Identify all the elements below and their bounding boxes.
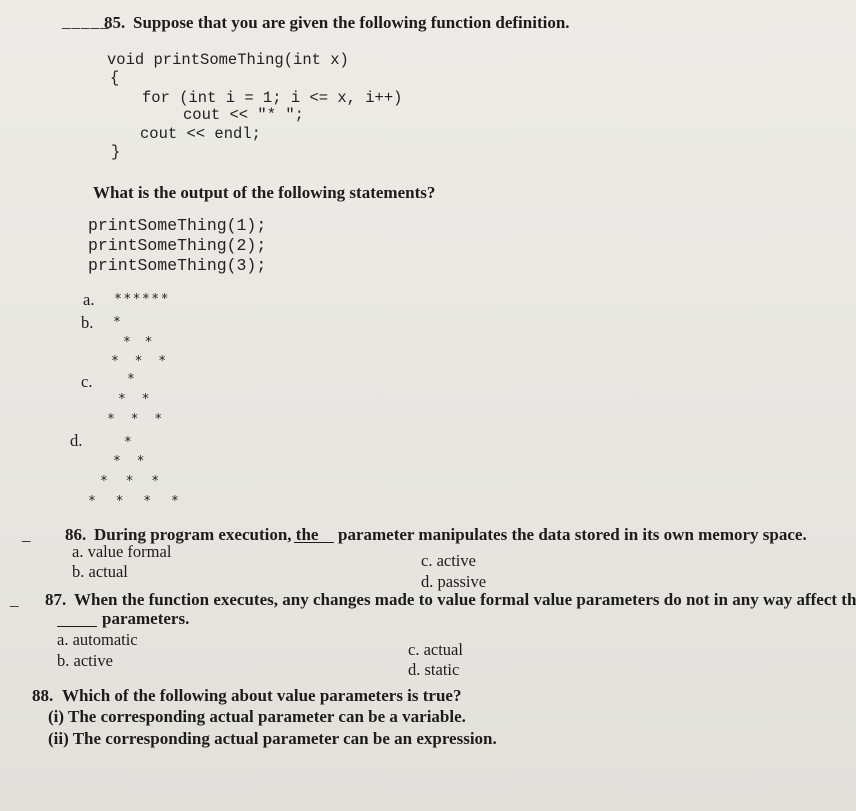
call-line-1: printSomeThing(1); bbox=[88, 216, 267, 235]
option-c-letter: c. bbox=[81, 372, 93, 391]
option-c: c. actual bbox=[408, 640, 463, 659]
code-line-open-brace: { bbox=[110, 69, 120, 87]
question-text-after: parameter manipulates the data stored in its own memory space. bbox=[338, 525, 807, 544]
question-number: 86. bbox=[65, 525, 87, 544]
question-text: Which of the following about value parameters is true? bbox=[62, 686, 462, 705]
question-number: 88. bbox=[32, 686, 54, 705]
option-b: b. actual bbox=[72, 562, 128, 581]
option-d-row-2: * * bbox=[113, 454, 149, 469]
option-d-row-4: * * * * bbox=[88, 494, 185, 509]
option-d-row-1: * bbox=[124, 435, 132, 450]
question-number: 87. bbox=[45, 590, 67, 609]
call-line-3: printSomeThing(3); bbox=[88, 256, 267, 275]
option-c-row-3: * * * bbox=[107, 412, 167, 427]
option-d-row-3: * * * bbox=[100, 474, 165, 489]
question-subprompt: What is the output of the following statements? bbox=[93, 183, 436, 202]
call-line-2: printSomeThing(2); bbox=[88, 236, 267, 255]
statement-i: (i) The corresponding actual parameter can be a variable. bbox=[48, 707, 466, 726]
question-text: When the function executes, any changes made to value formal value parameters do not in any way affect th bbox=[74, 590, 856, 609]
option-b-row-3: * * * bbox=[111, 354, 171, 369]
question-text-2: parameters. bbox=[102, 609, 190, 628]
option-b-row-2: * * bbox=[123, 335, 156, 350]
question-prompt: Suppose that you are given the following function definition. bbox=[133, 13, 570, 32]
answer-blank: _ bbox=[22, 525, 31, 544]
question-number: 85. bbox=[104, 13, 126, 32]
code-line-cout-endl: cout << endl; bbox=[140, 125, 261, 143]
option-a: a. automatic bbox=[57, 630, 138, 649]
fill-in-blank bbox=[57, 612, 97, 627]
option-d: d. passive bbox=[421, 572, 487, 591]
option-d-letter: d. bbox=[70, 431, 83, 450]
statement-ii: (ii) The corresponding actual parameter can be an expression. bbox=[48, 729, 497, 748]
option-d: d. static bbox=[408, 660, 460, 679]
option-c: c. active bbox=[421, 551, 476, 570]
fill-in-blank bbox=[294, 528, 334, 543]
option-c-row-1: * bbox=[127, 372, 135, 387]
option-a-letter: a. bbox=[83, 290, 95, 309]
code-line-for: for (int i = 1; i <= x, i++) bbox=[142, 89, 403, 107]
question-text-before: During program execution, the bbox=[94, 525, 319, 544]
option-c-row-2: * * bbox=[118, 392, 154, 407]
answer-blank: _____ bbox=[62, 12, 110, 31]
option-b-row-1: * bbox=[113, 315, 121, 330]
option-b: b. active bbox=[57, 651, 113, 670]
option-a-row-1: ****** bbox=[114, 292, 170, 307]
option-a: a. value formal bbox=[72, 542, 172, 561]
code-line-close-brace: } bbox=[111, 143, 121, 161]
option-b-letter: b. bbox=[81, 313, 94, 332]
code-line-cout-star: cout << "* "; bbox=[183, 106, 304, 124]
code-line-signature: void printSomeThing(int x) bbox=[107, 51, 349, 69]
answer-blank: _ bbox=[10, 590, 19, 609]
